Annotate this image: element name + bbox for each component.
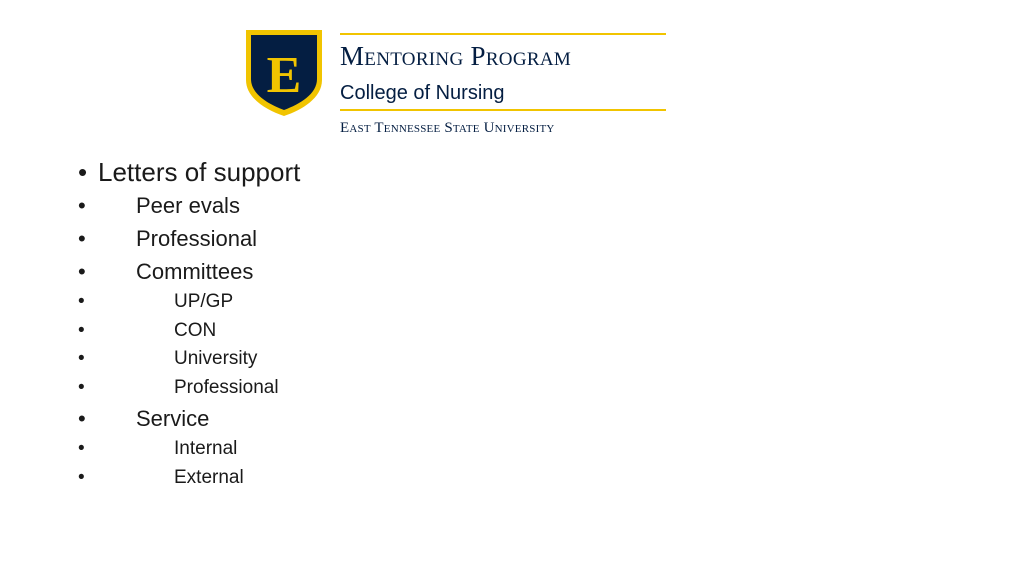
list-item: [78, 189, 300, 222]
shield-letter: E: [266, 47, 302, 104]
bullet-marker: •: [78, 466, 85, 488]
list-item: [78, 402, 300, 435]
gold-rule-top: [340, 33, 666, 35]
bullet-marker: •: [78, 291, 85, 312]
mentoring-program-logo: [241, 28, 669, 140]
bullet-marker: •: [78, 438, 85, 459]
bullet-marker: •: [78, 226, 86, 251]
list-item-text: Letters of support: [98, 157, 301, 187]
list-item-text: Internal: [174, 438, 238, 459]
list-item-text: CON: [174, 319, 217, 341]
bullet-marker: •: [78, 376, 85, 398]
list-item-text: University: [174, 348, 258, 369]
etsu-shield-icon: [244, 28, 324, 118]
bullet-list: [78, 156, 300, 492]
list-item: [78, 464, 300, 493]
bullet-marker: •: [78, 259, 86, 284]
list-item-text: Professional: [136, 226, 258, 251]
list-item: [78, 222, 300, 255]
list-item: [78, 435, 300, 464]
list-item-text: UP/GP: [174, 291, 234, 312]
list-item: [78, 374, 300, 403]
list-item: [78, 255, 300, 288]
university-name: East Tennessee State University: [340, 120, 555, 136]
college-name: College of Nursing: [340, 82, 505, 104]
bullet-marker: •: [78, 319, 85, 341]
bullet-marker: •: [78, 193, 86, 218]
bullet-marker: •: [78, 406, 86, 431]
list-item-text: Peer evals: [136, 193, 240, 218]
list-item: [78, 288, 300, 317]
gold-rule-bottom: [340, 109, 666, 111]
program-title: Mentoring Program: [340, 41, 572, 71]
list-item-text: Service: [136, 406, 210, 431]
list-item-text: External: [174, 466, 244, 488]
list-item: [78, 156, 300, 189]
bullet-marker: •: [78, 157, 88, 187]
list-item-text: Professional: [174, 376, 279, 398]
list-item: [78, 345, 300, 374]
list-item: [78, 317, 300, 346]
bullet-marker: •: [78, 348, 85, 369]
list-item-text: Committees: [136, 259, 254, 284]
